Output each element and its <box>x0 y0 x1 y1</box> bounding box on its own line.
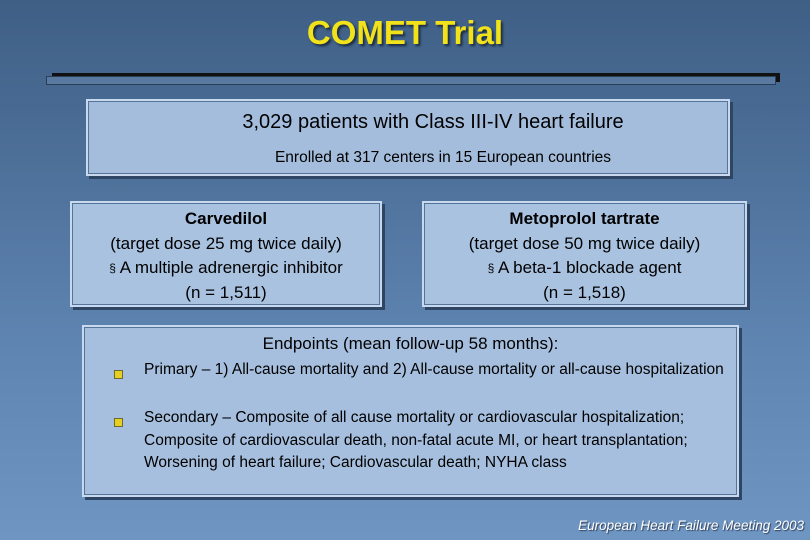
enrollment-sub-text: Enrolled at 317 centers in 15 European countries <box>274 149 612 166</box>
arm-description-line <box>424 256 745 281</box>
arm-dose: (target dose 50 mg twice daily) <box>468 233 701 253</box>
section-bullet-icon: § <box>109 261 116 275</box>
endpoint-text: Primary – 1) All-cause mortality and 2) All-cause mortality or all-cause hospitalization <box>144 361 724 378</box>
arm-n: (n = 1,518) <box>543 282 626 302</box>
arm-dose: (target dose 25 mg twice daily) <box>110 233 342 253</box>
arm-description-line <box>72 256 380 281</box>
endpoint-item-primary <box>144 359 734 382</box>
enrollment-box <box>86 99 730 176</box>
endpoints-box <box>82 325 739 497</box>
slide-title: COMET Trial <box>306 14 504 51</box>
metoprolol-arm-box <box>422 201 747 307</box>
arm-name: Carvedilol <box>184 209 268 228</box>
endpoint-text: Secondary – Composite of all cause mortality or cardiovascular hospitalization; Composite of cardiovascular death, non-fatal acute MI, or heart transplantation; Worsening of heart failure; Cardiovascular death; NYHA class <box>144 409 688 471</box>
arm-name: Metoprolol tartrate <box>509 209 660 228</box>
endpoints-title: Endpoints (mean follow-up 58 months): <box>262 334 559 353</box>
source-footer: European Heart Failure Meeting 2003 <box>578 518 804 533</box>
square-bullet-icon <box>114 370 123 379</box>
endpoint-item-secondary <box>144 407 734 475</box>
square-bullet-icon <box>114 418 123 427</box>
enrollment-main-text: 3,029 patients with Class III-IV heart failure <box>242 111 624 133</box>
arm-n: (n = 1,511) <box>185 282 267 302</box>
section-bullet-icon: § <box>487 261 495 275</box>
arm-description: A multiple adrenergic inhibitor <box>119 258 343 277</box>
carvedilol-arm-content <box>72 207 380 305</box>
title-rule <box>46 76 776 85</box>
arm-description: A beta-1 blockade agent <box>498 258 682 277</box>
metoprolol-arm-content <box>424 207 745 305</box>
carvedilol-arm-box <box>70 201 382 307</box>
